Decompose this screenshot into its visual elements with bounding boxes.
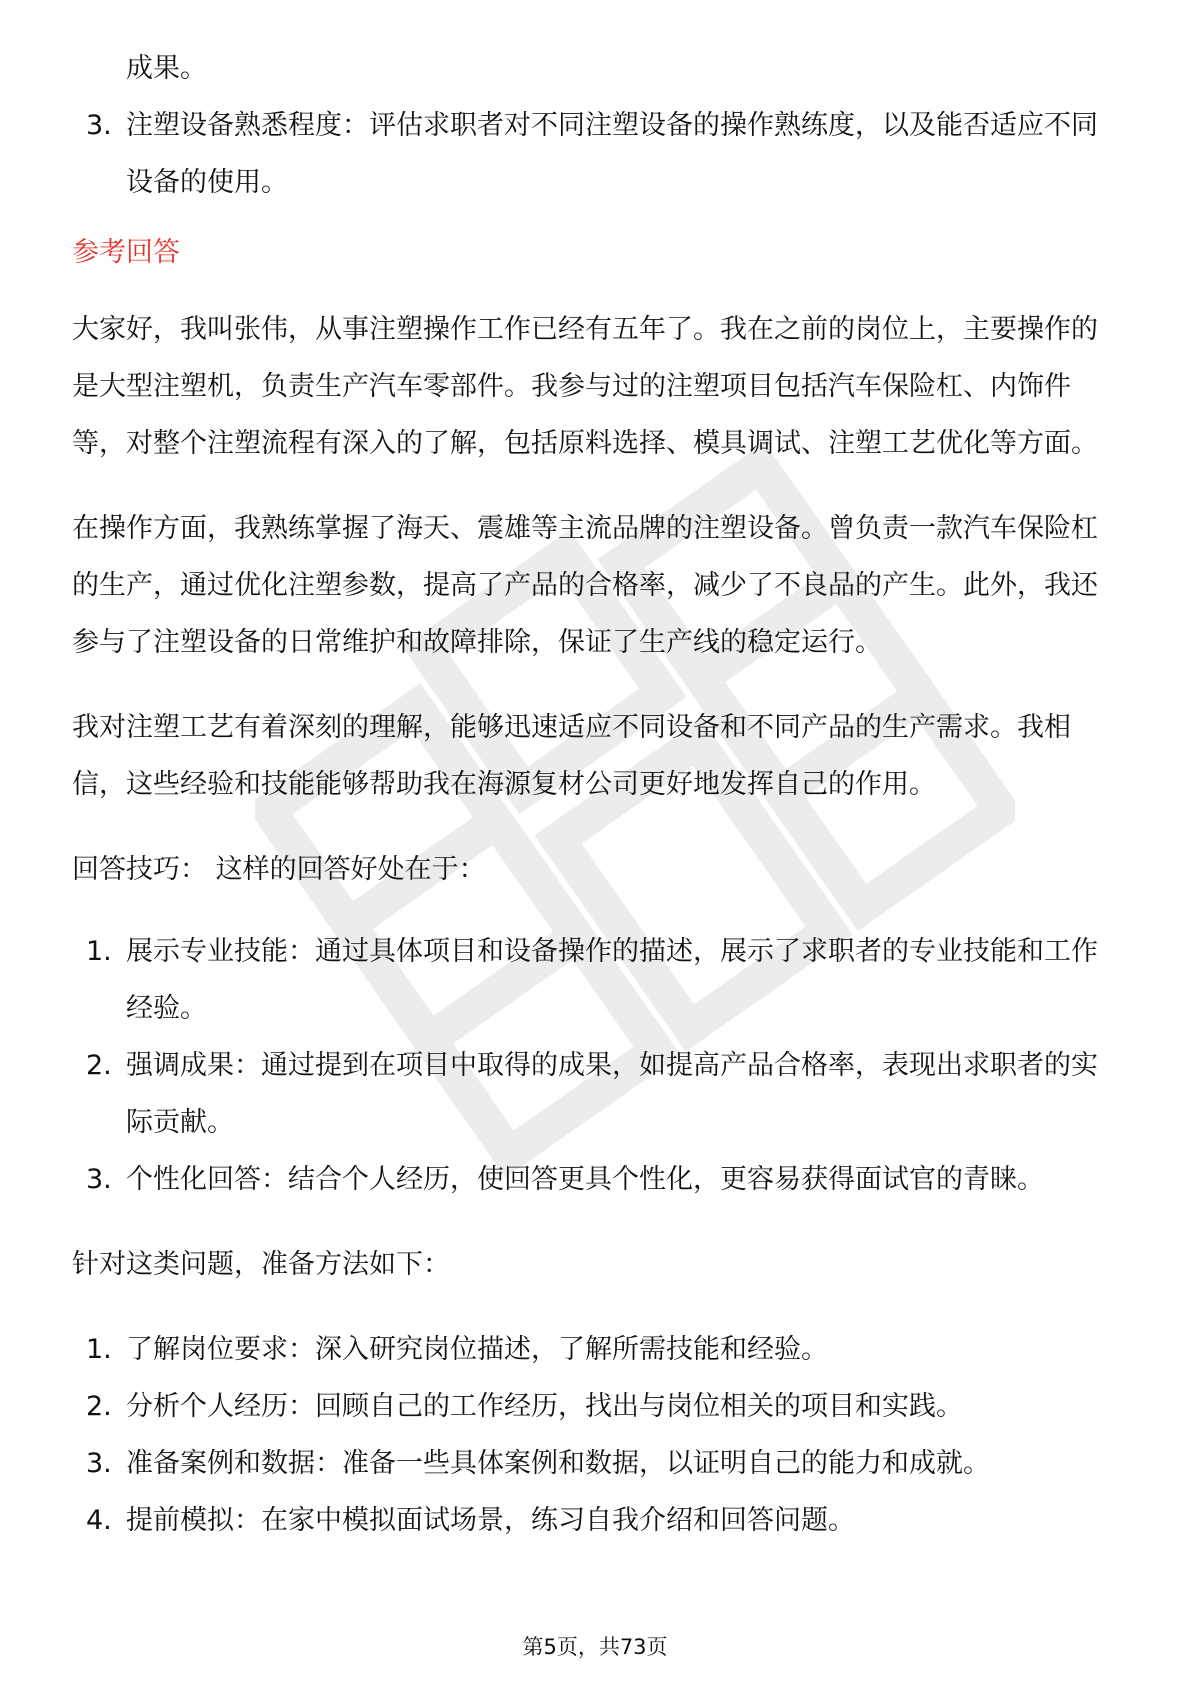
list-number: 3. (86, 110, 112, 141)
list-item-continuation: 成果。 (126, 53, 207, 84)
list-item (72, 97, 1112, 211)
list-number: 1. (86, 936, 112, 967)
list-text: 强调成果：通过提到在项目中取得的成果，如提高产品合格率，表现出求职者的实际贡献。 (126, 1050, 1098, 1138)
list-number: 1. (86, 1334, 112, 1365)
paragraph: 在操作方面，我熟练掌握了海天、震雄等主流品牌的注塑设备。曾负责一款汽车保险杠的生产，通过优化注塑参数，提高了产品的合格率，减少了不良品的产生。此外，我还参与了注塑设备的日常维护和故障排除，保证了生产线的稳定运行。 (72, 513, 1098, 658)
list-item (72, 1151, 1112, 1208)
list-text: 分析个人经历：回顾自己的工作经历，找出与岗位相关的项目和实践。 (126, 1391, 963, 1422)
list-text: 准备案例和数据：准备一些具体案例和数据，以证明自己的能力和成就。 (126, 1448, 990, 1479)
list-item (72, 1378, 1112, 1435)
list-item (72, 1492, 1112, 1549)
list-text: 个性化回答：结合个人经历，使回答更具个性化，更容易获得面试官的青睐。 (126, 1164, 1044, 1195)
paragraph: 大家好，我叫张伟，从事注塑操作工作已经有五年了。我在之前的岗位上，主要操作的是大型注塑机，负责生产汽车零部件。我参与过的注塑项目包括汽车保险杠、内饰件等，对整个注塑流程有深入的了解，包括原料选择、模具调试、注塑工艺优化等方面。 (72, 314, 1098, 459)
tips-list (72, 923, 1112, 1208)
list-number: 4. (86, 1505, 112, 1536)
page-number: 第5页，共73页 (522, 1635, 668, 1659)
section-title: 参考回答 (72, 237, 180, 268)
list-text: 展示专业技能：通过具体项目和设备操作的描述，展示了求职者的专业技能和工作经验。 (126, 936, 1098, 1024)
list-item (72, 1037, 1112, 1151)
list-item (72, 923, 1112, 1037)
prep-list (72, 1321, 1112, 1549)
list-text: 了解岗位要求：深入研究岗位描述，了解所需技能和经验。 (126, 1334, 828, 1365)
list-number: 2. (86, 1050, 112, 1081)
list-item (72, 1321, 1112, 1378)
list-number: 3. (86, 1164, 112, 1195)
tips-intro: 回答技巧： 这样的回答好处在于： (72, 854, 486, 885)
list-number: 2. (86, 1391, 112, 1422)
prep-intro: 针对这类问题，准备方法如下： (72, 1249, 450, 1280)
page-content (72, 40, 1112, 1549)
list-number: 3. (86, 1448, 112, 1479)
list-item (72, 1435, 1112, 1492)
list-text: 注塑设备熟悉程度：评估求职者对不同注塑设备的操作熟练度，以及能否适应不同设备的使用。 (126, 110, 1098, 198)
paragraph: 我对注塑工艺有着深刻的理解，能够迅速适应不同设备和不同产品的生产需求。我相信，这些经验和技能能够帮助我在海源复材公司更好地发挥自己的作用。 (72, 712, 1071, 800)
list-text: 提前模拟：在家中模拟面试场景，练习自我介绍和回答问题。 (126, 1505, 855, 1536)
